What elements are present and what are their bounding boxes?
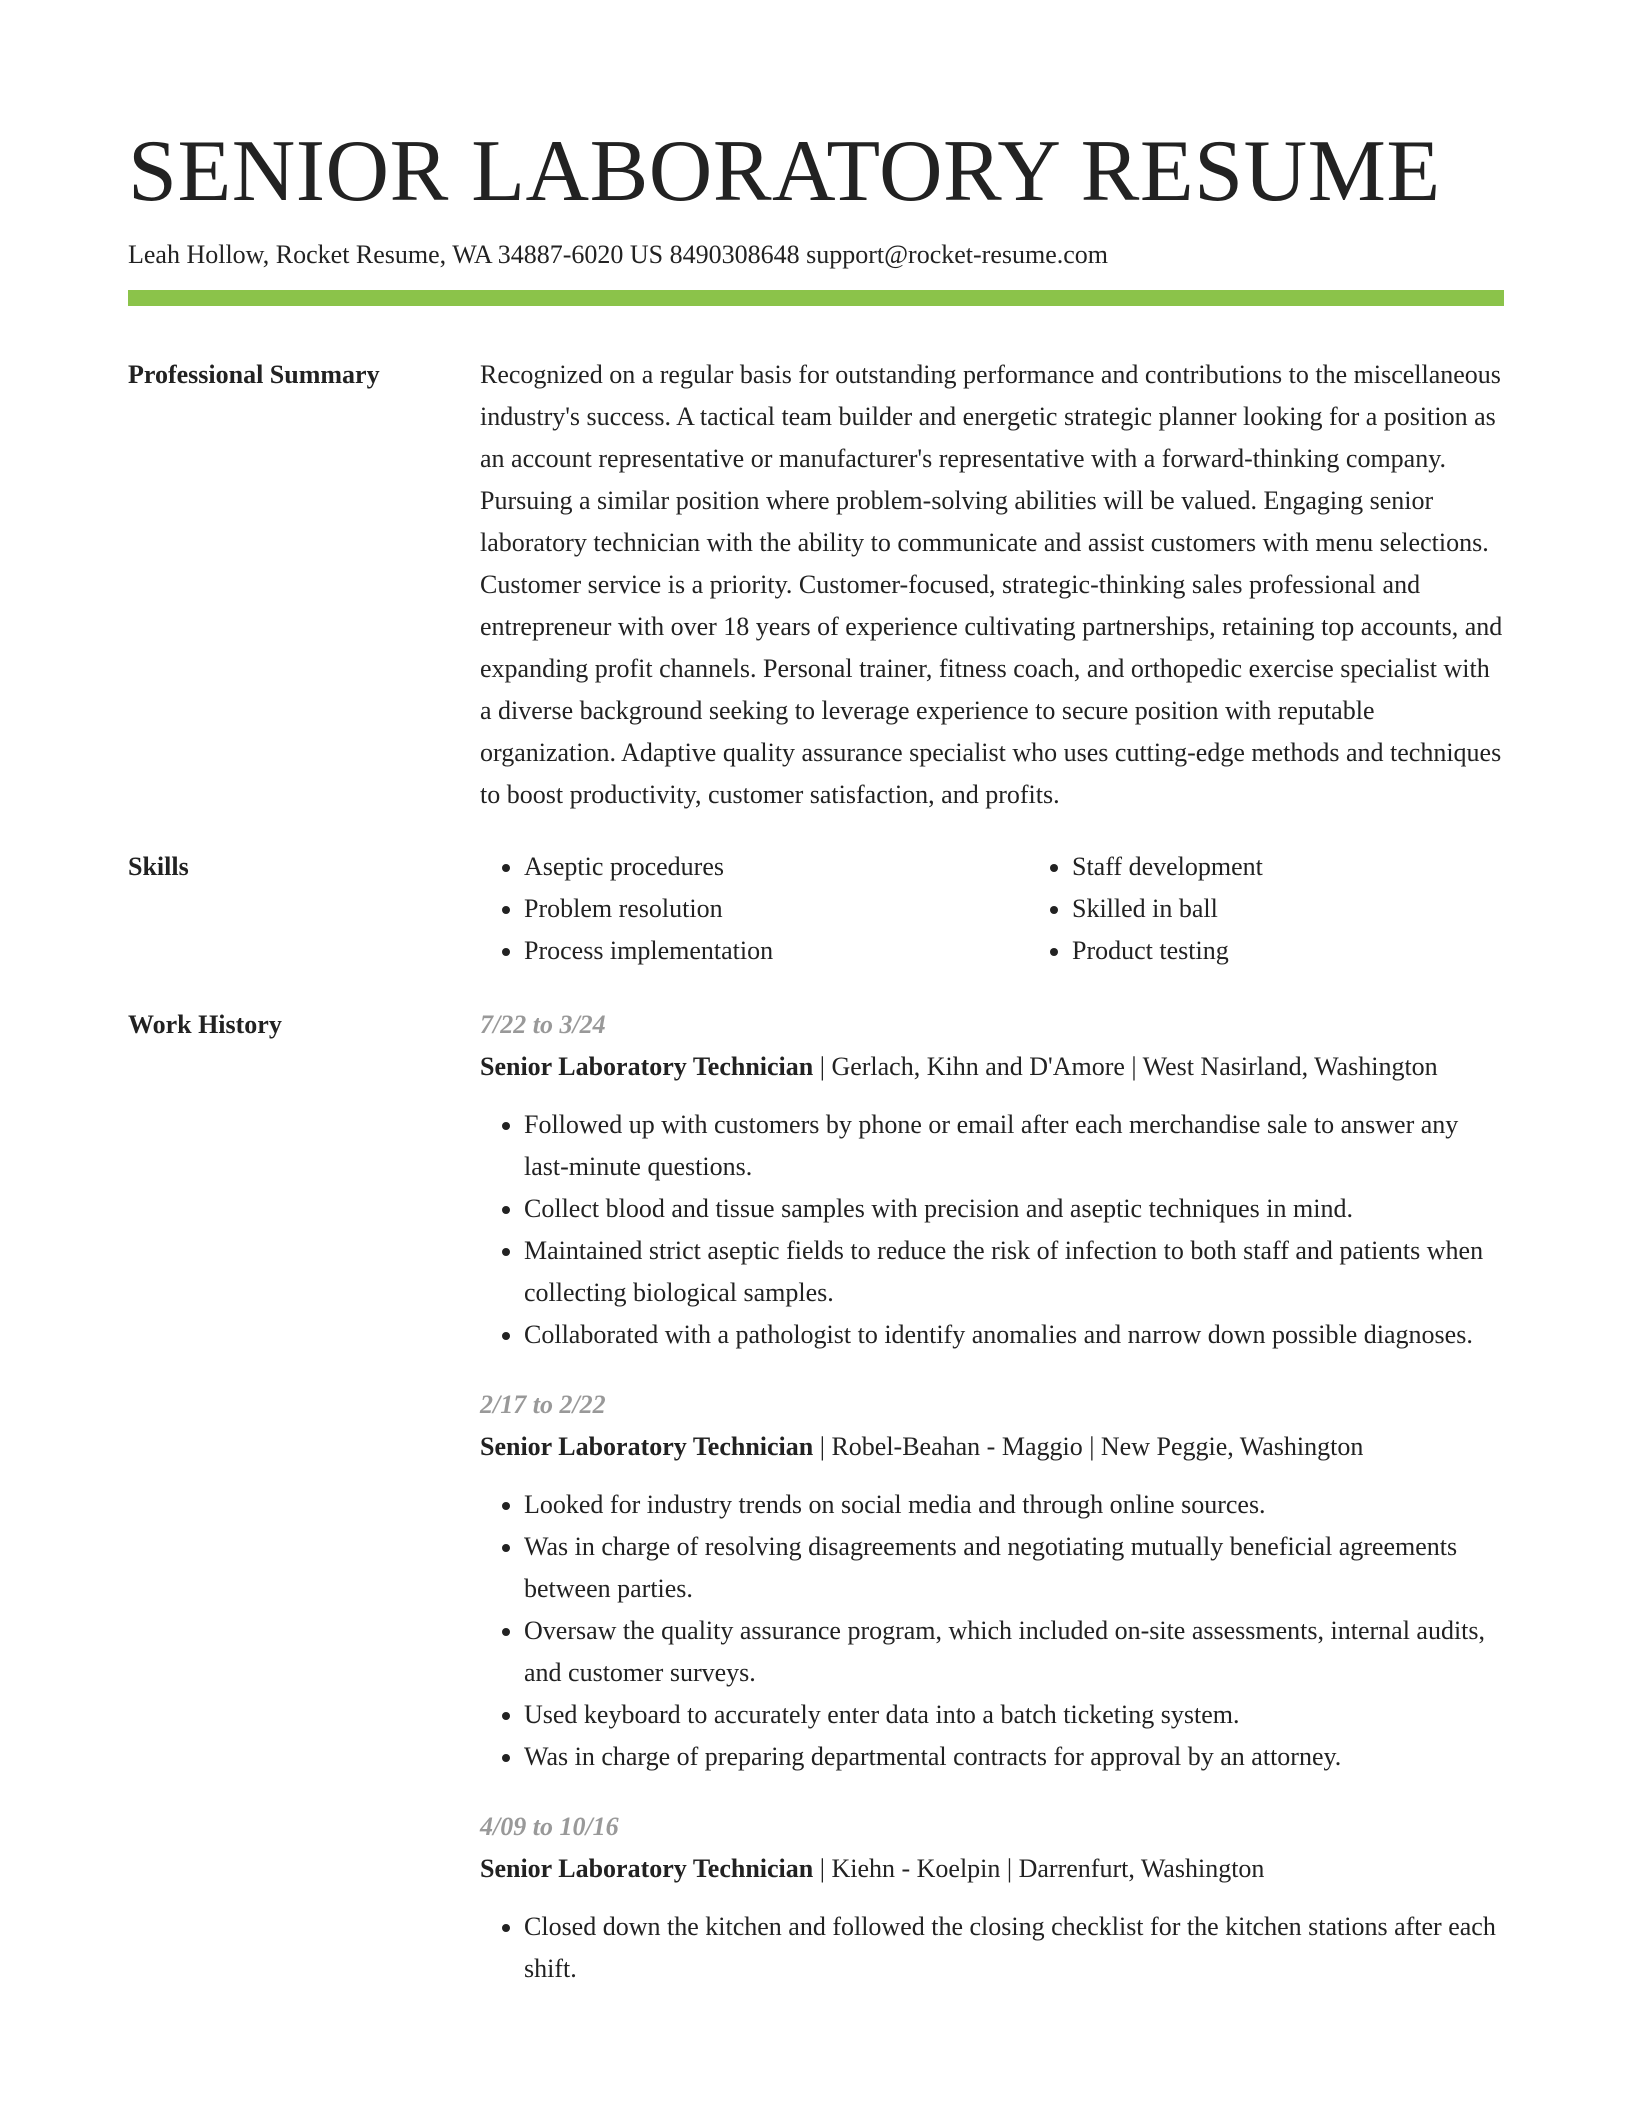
job-details: | Kiehn - Koelpin | Darrenfurt, Washington bbox=[813, 1854, 1265, 1883]
job-bullet: • Looked for industry trends on social media and through online sources. bbox=[524, 1484, 1504, 1526]
job-bullet: • Maintained strict aseptic fields to reduce the risk of infection to both staff and patients when collecting biological samples. bbox=[524, 1230, 1504, 1314]
section-label-skills: Skills bbox=[128, 852, 189, 881]
resume-title: SENIOR LABORATORY RESUME bbox=[128, 123, 1441, 220]
section-label-work-history: Work History bbox=[128, 1010, 282, 1039]
job-bullet-list bbox=[480, 1484, 1504, 1778]
job-dates: 7/22 to 3/24 bbox=[480, 1010, 606, 1039]
job-title: Senior Laboratory Technician bbox=[480, 1432, 814, 1461]
summary-body bbox=[480, 354, 1504, 816]
skill-item: • Staff development bbox=[1072, 846, 1576, 888]
job-bullet: • Used keyboard to accurately enter data into a batch ticketing system. bbox=[524, 1694, 1504, 1736]
summary-text: Recognized on a regular basis for outstanding performance and contributions to the miscellaneous industry's success. A tactical team builder and energetic strategic planner looking for a position as an account representative or manufacturer's representative with a forward-thinking company. Pursuing a similar position where problem-solving abilities will be valued. Engaging senior laboratory technician with the ability to communicate and assist customers with menu selections. Customer service is a priority. Customer-focused, strategic-thinking sales professional and entrepreneur with over 18 years of experience cultivating partnerships, retaining top accounts, and expanding profit channels. Personal trainer, fitness coach, and orthopedic exercise specialist with a diverse background seeking to leverage experience to secure position with reputable organization. Adaptive quality assurance specialist who uses cutting-edge methods and techniques to boost productivity, customer satisfaction, and profits. bbox=[480, 360, 1503, 809]
job-bullet: • Closed down the kitchen and followed the closing checklist for the kitchen stations after each shift. bbox=[524, 1906, 1504, 1990]
job-entry bbox=[480, 1384, 1504, 1778]
job-bullet-list bbox=[480, 1906, 1504, 1990]
resume-page bbox=[128, 0, 1504, 2018]
skills-list-left bbox=[480, 846, 1028, 972]
skills-columns bbox=[480, 846, 1576, 972]
job-dates: 2/17 to 2/22 bbox=[480, 1390, 606, 1419]
job-entry bbox=[480, 1806, 1504, 1990]
job-bullet: • Followed up with customers by phone or email after each merchandise sale to answer any last-minute questions. bbox=[524, 1104, 1504, 1188]
job-bullet: • Collect blood and tissue samples with precision and aseptic techniques in mind. bbox=[524, 1188, 1504, 1230]
job-heading bbox=[480, 1426, 1504, 1468]
job-bullet: • Was in charge of preparing departmental contracts for approval by an attorney. bbox=[524, 1736, 1504, 1778]
job-details: | Gerlach, Kihn and D'Amore | West Nasirland, Washington bbox=[813, 1052, 1438, 1081]
accent-divider bbox=[128, 290, 1504, 306]
skills-body bbox=[480, 846, 1576, 972]
skill-item: • Product testing bbox=[1072, 930, 1576, 972]
job-bullet: • Oversaw the quality assurance program, which included on-site assessments, internal audits, and customer surveys. bbox=[524, 1610, 1504, 1694]
job-details: | Robel-Beahan - Maggio | New Peggie, Washington bbox=[813, 1432, 1364, 1461]
work-history-body bbox=[480, 1004, 1504, 2018]
job-bullet: • Collaborated with a pathologist to identify anomalies and narrow down possible diagnoses. bbox=[524, 1314, 1504, 1356]
job-entry bbox=[480, 1004, 1504, 1356]
job-bullet: • Was in charge of resolving disagreements and negotiating mutually beneficial agreements between parties. bbox=[524, 1526, 1504, 1610]
skills-section bbox=[128, 846, 1504, 972]
summary-section bbox=[128, 354, 1504, 816]
skill-item: • Process implementation bbox=[524, 930, 1028, 972]
job-heading bbox=[480, 1046, 1504, 1088]
job-bullet-list bbox=[480, 1104, 1504, 1356]
section-label-summary: Professional Summary bbox=[128, 360, 380, 389]
job-title: Senior Laboratory Technician bbox=[480, 1052, 814, 1081]
work-history-section bbox=[128, 1004, 1504, 2018]
skill-item: • Skilled in ball bbox=[1072, 888, 1576, 930]
job-heading bbox=[480, 1848, 1504, 1890]
contact-line: Leah Hollow, Rocket Resume, WA 34887-6020 US 8490308648 support@rocket-resume.com bbox=[128, 240, 1109, 269]
skill-item: • Aseptic procedures bbox=[524, 846, 1028, 888]
skills-list-right bbox=[1028, 846, 1576, 972]
skill-item: • Problem resolution bbox=[524, 888, 1028, 930]
job-dates: 4/09 to 10/16 bbox=[480, 1812, 619, 1841]
job-title: Senior Laboratory Technician bbox=[480, 1854, 814, 1883]
